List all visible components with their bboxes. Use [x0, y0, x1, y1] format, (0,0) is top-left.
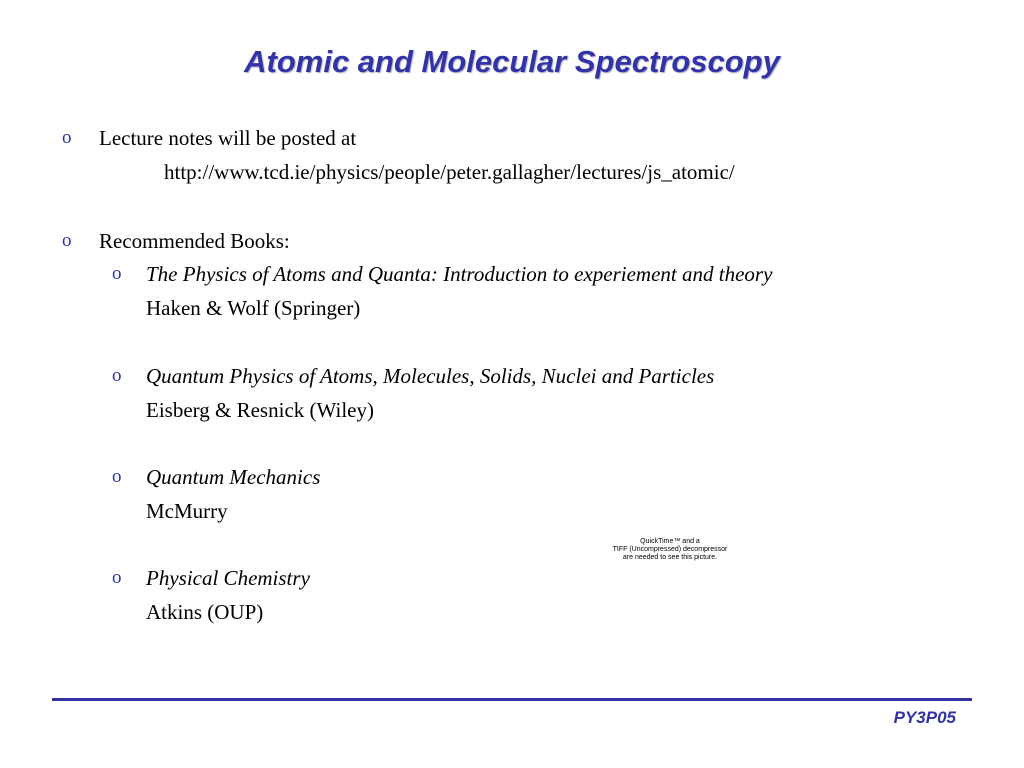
image-placeholder-notice — [560, 538, 780, 562]
book-title: The Physics of Atoms and Quanta: Introduction to experiement and theory — [146, 262, 773, 286]
sub-bullet-marker: o — [112, 567, 122, 588]
sub-bullet-marker: o — [112, 365, 122, 386]
bullet-marker: o — [62, 230, 72, 251]
sub-bullet-marker: o — [112, 466, 122, 487]
sub-bullet-marker: o — [112, 263, 122, 284]
book-author: McMurry — [146, 499, 228, 523]
bullet-marker: o — [62, 127, 72, 148]
book-author: Atkins (OUP) — [146, 600, 264, 624]
footer-divider — [52, 698, 972, 701]
placeholder-line: QuickTime™ and a — [640, 538, 700, 545]
book-title: Quantum Physics of Atoms, Molecules, Solids, Nuclei and Particles — [146, 364, 715, 388]
book-title: Quantum Mechanics — [146, 465, 321, 489]
slide-title: Atomic and Molecular Spectroscopy — [244, 44, 780, 79]
placeholder-line: are needed to see this picture. — [622, 554, 718, 561]
books-heading: Recommended Books: — [99, 229, 290, 253]
book-author: Haken & Wolf (Springer) — [146, 296, 361, 320]
book-author: Eisberg & Resnick (Wiley) — [146, 398, 374, 422]
lecture-notes-label: Lecture notes will be posted at — [99, 126, 357, 150]
lecture-notes-url[interactable]: http://www.tcd.ie/physics/people/peter.gallagher/lectures/js_atomic/ — [164, 160, 735, 184]
book-title: Physical Chemistry — [146, 566, 310, 590]
placeholder-line: TIFF (Uncompressed) decompressor — [612, 546, 728, 553]
course-code: PY3P05 — [893, 708, 956, 727]
